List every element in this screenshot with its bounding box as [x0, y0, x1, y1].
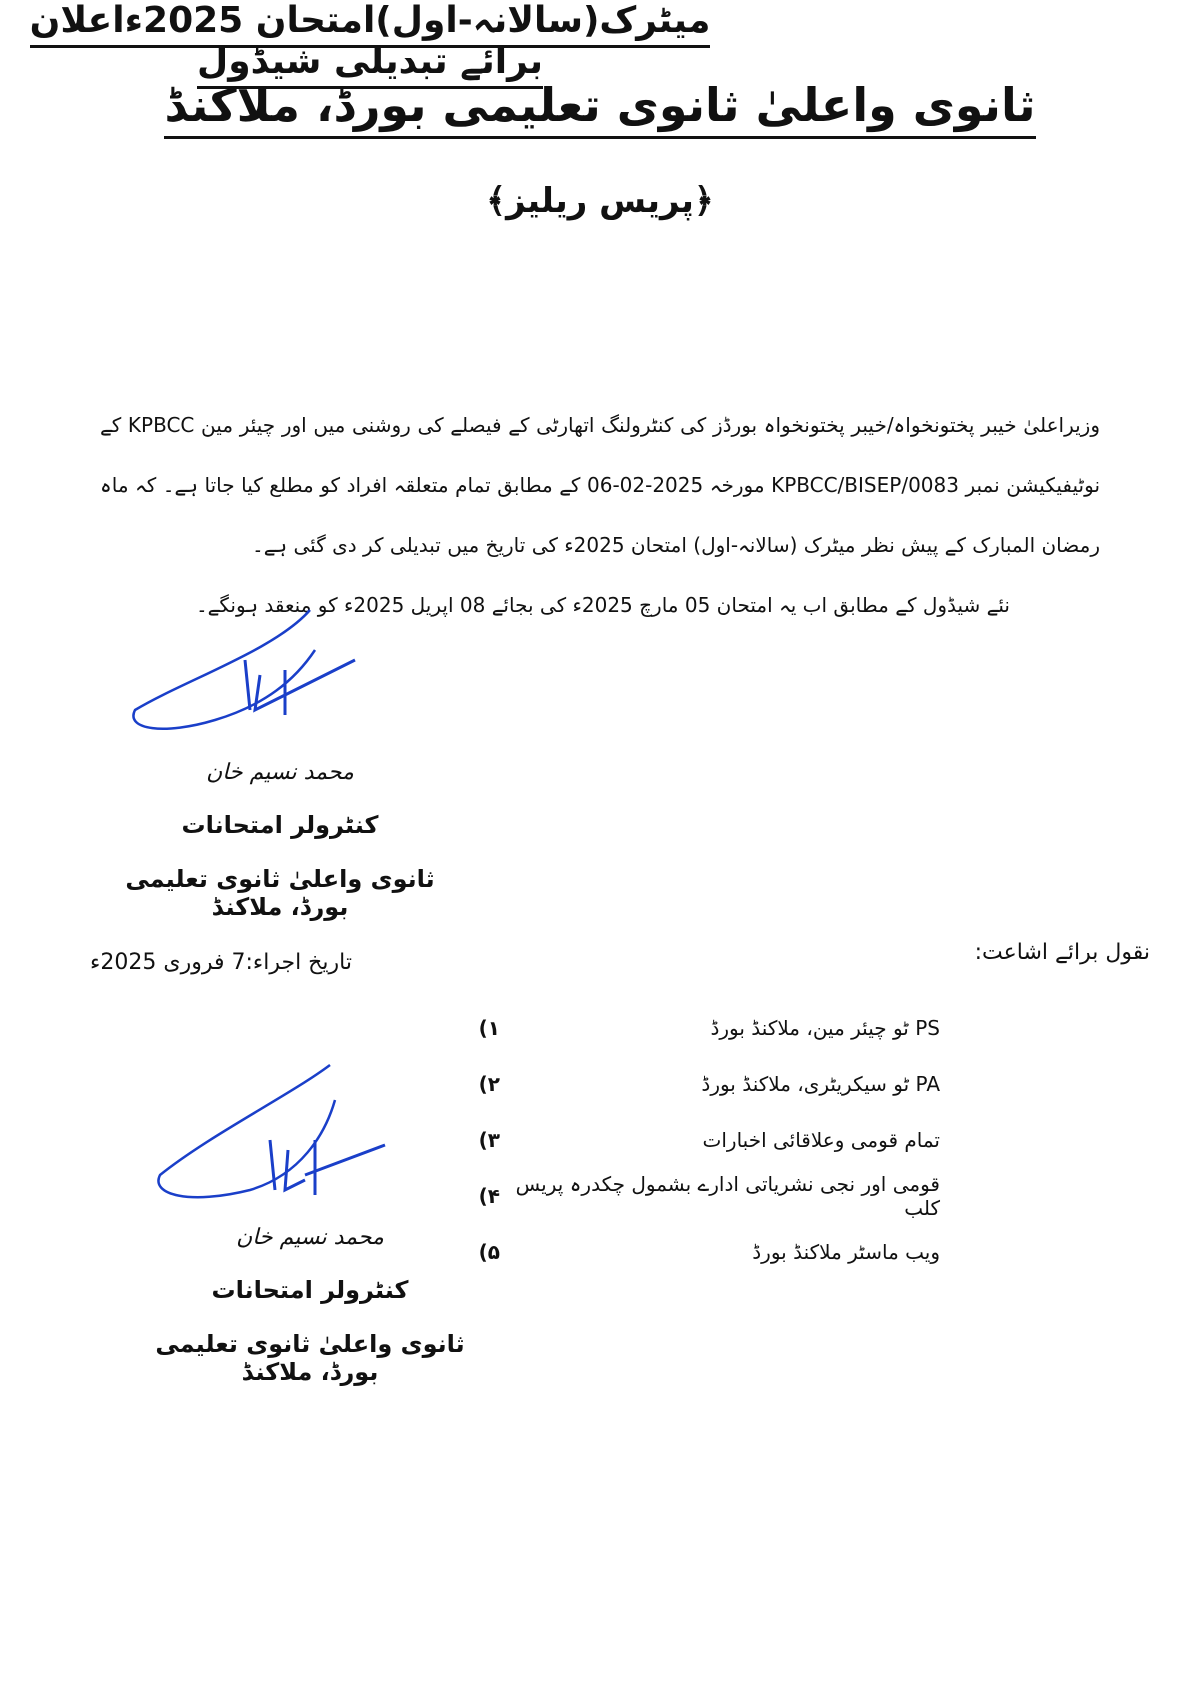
copies-list: [430, 1000, 950, 1280]
signatory-2-role: کنٹرولر امتحانات: [211, 1276, 409, 1304]
press-release-heading: ﴿پریس ریلیز﴾: [486, 181, 714, 221]
board-title: ثانوی واعلیٰ ثانوی تعلیمی بورڈ، ملاکنڈ: [0, 78, 1200, 132]
signatory-1: [120, 760, 440, 921]
signature-1-image: [125, 590, 385, 770]
issue-date: تاریخ اجراء:7 فروری 2025ء: [90, 950, 352, 975]
signatory-1-role: کنٹرولر امتحانات: [181, 811, 379, 839]
body-paragraph-1: وزیراعلیٰ خیبر پختونخواہ/خیبر پختونخواہ بورڈز کی کنٹرولنگ اتھارٹی کے فیصلے کی روشنی میں اور چیئر مین KPBCC کے نوٹیفیکیشن نمبر 0083/KPBCC/BISEP مورخہ 2025-02-06 کے مطابق تمام متعلقہ افراد کو مطلع کیا جاتا ہے۔ کہ ماہ رمضان المبارک کے پیش نظر میٹرک (سالانہ-اول) امتحان 2025ء کی تاریخ میں تبدیلی کر دی گئی ہے۔: [100, 413, 1101, 557]
signatory-1-name: محمد نسیم خان: [206, 760, 354, 785]
list-item: ۵) ویب ماسٹر ملاکنڈ بورڈ: [478, 1240, 940, 1264]
announcement-subtitle: میٹرک(سالانہ-اول)امتحان 2025ءاعلان برائے تبدیلی شیڈول: [0, 0, 740, 82]
signatory-2: [150, 1225, 470, 1386]
signatory-1-org: ثانوی واعلیٰ ثانوی تعلیمی بورڈ، ملاکنڈ: [125, 865, 435, 921]
signatory-2-name: محمد نسیم خان: [236, 1225, 384, 1250]
signatory-2-org: ثانوی واعلیٰ ثانوی تعلیمی بورڈ، ملاکنڈ: [155, 1330, 465, 1386]
list-item: ۱) PS ٹو چیئر مین، ملاکنڈ بورڈ: [478, 1016, 940, 1040]
copies-heading: نقول برائے اشاعت:: [974, 940, 1150, 965]
list-item: ۳) تمام قومی وعلاقائی اخبارات: [478, 1128, 940, 1152]
list-item: ۴) قومی اور نجی نشریاتی ادارے بشمول چکدرہ پریس کلب: [478, 1172, 940, 1220]
list-item: ۲) PA ٹو سیکریٹری، ملاکنڈ بورڈ: [478, 1072, 940, 1096]
signature-2-image: [150, 1055, 410, 1235]
body-paragraph-2: نئے شیڈول کے مطابق اب یہ امتحان 05 مارچ 2025ء کی بجائے 08 اپریل 2025ء کو منعقد ہونگے۔: [195, 593, 1010, 617]
